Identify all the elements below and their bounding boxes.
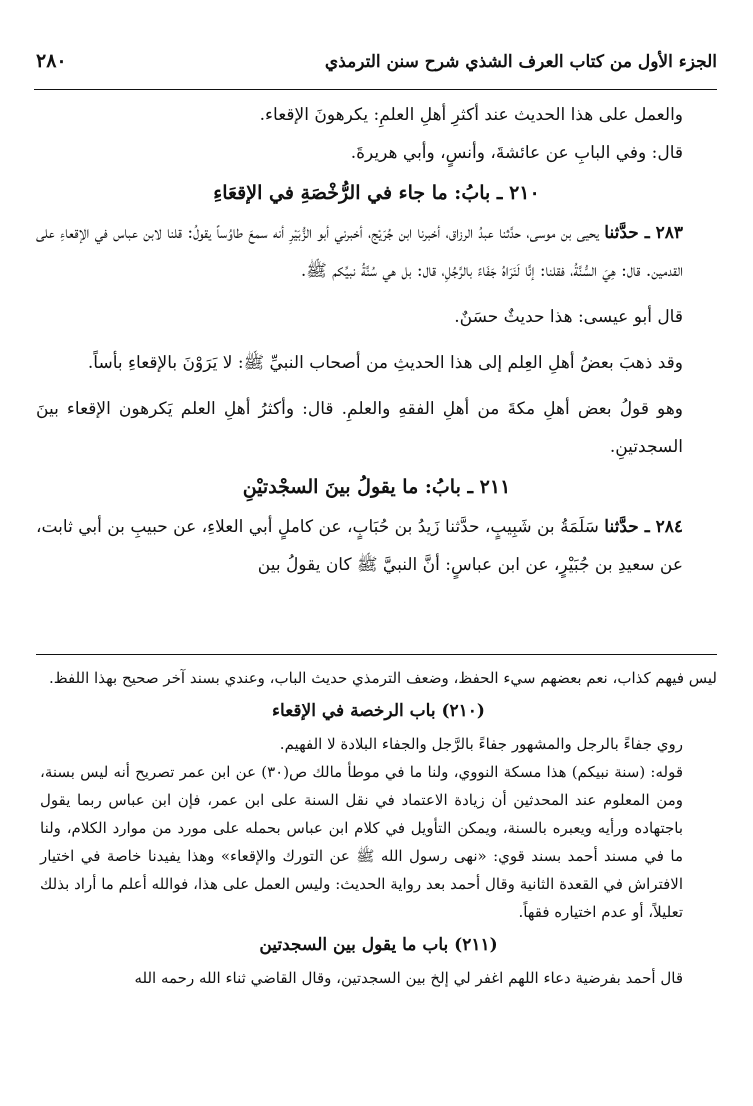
footnote-divider bbox=[36, 654, 717, 655]
paragraph-hasan: قال أبو عيسى: هذا حديثٌ حسَنٌ. bbox=[454, 307, 683, 327]
hadith-number-283: ٢٨٣ ـ حدَّثنا bbox=[604, 223, 684, 243]
commentary-notes bbox=[40, 664, 717, 992]
page-header bbox=[34, 44, 717, 90]
header-rule bbox=[34, 89, 717, 90]
paragraph-qawl: وهو قولُ بعض أهلِ مكةَ من أهلِ الفقهِ والعلمِ. قال: وأكثرُ أهلِ العلم يَكرهون الإقعاء بينَ السجدتينِ. bbox=[36, 399, 683, 457]
main-text bbox=[36, 96, 717, 584]
running-title: الجزء الأول من كتاب العرف الشذي شرح سنن الترمذي bbox=[324, 52, 717, 72]
paragraph-amal: والعمل على هذا الحديث عند أكثرِ أهلِ العلمِ: يكرهونَ الإقعاء. bbox=[259, 105, 683, 125]
hadith-283 bbox=[36, 214, 717, 290]
note-sunnah: قوله: (سنة نبيكم) هذا مسكة النووي، ولنا ما في موطأ مالك ص(٣٠) عن ابن عمر تصريح أنه ليس بسنة، ومن المعلوم عند المحدثين أن زيادة الاعتماد في نقل السنة على ابن عمر، فإن ابن عباس ربما يقول باجتهاده ورأيه ويعبره بالسنة، ويمكن التأويل في كلام ابن عباس بحمله على مورد من موارد الكلام، ولنا ما في مسند أحمد بسند قوي: «نهى رسول الله ﷺ عن التورك والإقعاء» وهذا يفيدنا خاصة في اختيار الافتراش في القعدة الثانية وقال أحمد بعد رواية الحديث: وليس العمل على هذا، فوالله أعلم ما أراد بذلك تعليلاً، أو عدم اختياره فقهاً. bbox=[40, 763, 683, 921]
hadith-text-284: سَلَمَةُ بن شَبِيبٍ، حدَّثنا زَيدُ بن حُبَابٍ، عن كاملٍ أبي العلاءِ، عن حبيبِ بن أبي ثابت، عن سعيدِ بن جُبَيْرٍ، عن ابن عباسٍ: أنَّ النبيَّ ﷺ كان يقولُ بين bbox=[35, 517, 683, 575]
chapter-heading-211: ٢١١ ـ بابُ: ما يقولُ بينَ السجْدتيْنِ bbox=[242, 476, 511, 498]
note-heading-210: (٢١٠) باب الرخصة في الإقعاء bbox=[272, 701, 485, 721]
note-heading-211: (٢١١) باب ما يقول بين السجدتين bbox=[259, 935, 498, 955]
note-jafa: روي جفاءً بالرجل والمشهور جفاءً بالرَّجل والجفاء البلادة لا الفهيم. bbox=[279, 735, 683, 753]
page-number: ٢٨٠ bbox=[36, 50, 67, 72]
note-carryover: ليس فيهم كذاب، نعم بعضهم سيء الحفظ، وضعف الترمذي حديث الباب، وعندي بسند آخر صحيح بهذا اللفظ. bbox=[48, 669, 717, 687]
hadith-text-283: يحيى بن موسى، حدَّثنا عبدُ الرزاق، أخبرنا ابن جُرَيْج، أخبرني أبو الزُّبَيْرِ أنه سمعَ طاوُساً يقولُ: قلنا لابن عباس في الإقعاءِ على القدمين. قال: هِيَ السُّنَّةُ، فقلنا: إنَّا لَنَرَاهُ جَفَاءً بالرَّجُلِ، قال: بل هي سُنَّةُ نبيِّكم ﷺ. bbox=[36, 223, 683, 281]
paragraph-dhahab: وقد ذهبَ بعضُ أهلِ العِلم إلى هذا الحديثِ من أصحاب النبيِّ ﷺ: لا يَرَوْنَ بالإقعاءِ بأساً. bbox=[87, 353, 683, 373]
hadith-number-284: ٢٨٤ ـ حدَّثنا bbox=[604, 517, 683, 537]
paragraph-bab: قال: وفي البابِ عن عائشةَ، وأنسٍ، وأبي هريرةَ. bbox=[350, 143, 683, 163]
hadith-284 bbox=[36, 508, 717, 584]
chapter-heading-210: ٢١٠ ـ بابُ: ما جاء في الرُّخْصَةِ في الإقعَاءِ bbox=[213, 182, 540, 204]
note-ahmad: قال أحمد بفرضية دعاء اللهم اغفر لي إلخ بين السجدتين، وقال القاضي ثناء الله رحمه الله bbox=[134, 969, 683, 987]
